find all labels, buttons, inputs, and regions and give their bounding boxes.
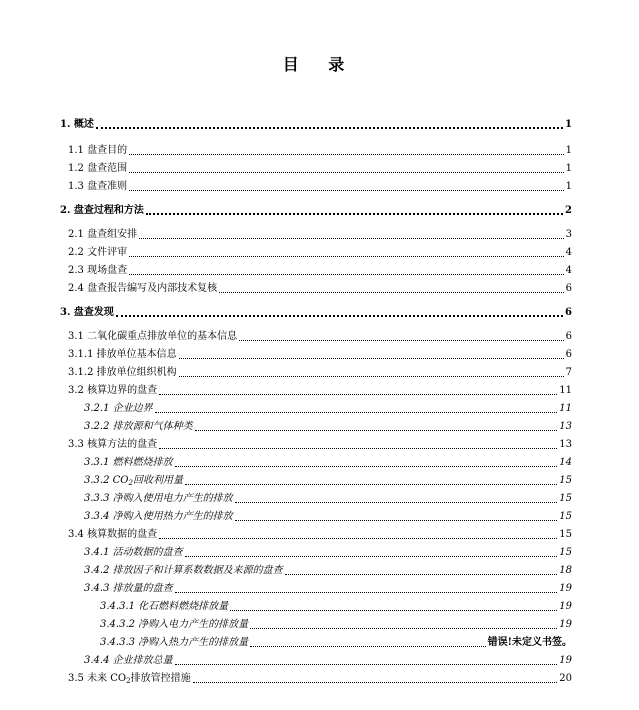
dot-leader [239, 340, 564, 341]
toc-entry-label-text: 3.5 未来 CO [68, 673, 127, 684]
toc-entry-label: 3.4.2 排放因子和计算系数数据及来源的盘查 [84, 565, 283, 576]
dot-leader [129, 190, 564, 191]
toc-entry[interactable] [84, 655, 572, 667]
dot-leader [159, 538, 557, 539]
toc-entry[interactable] [84, 421, 572, 433]
toc-entry[interactable] [68, 283, 572, 295]
toc-entry-page: 15 [559, 475, 572, 486]
dot-leader [193, 682, 558, 683]
dot-leader [175, 466, 558, 467]
dot-leader [155, 412, 558, 413]
toc-entry[interactable] [68, 439, 572, 451]
toc-entry-label: 3.3.3 净购入使用电力产生的排放 [84, 493, 233, 504]
toc-entry-label: 2. 盘查过程和方法 [60, 205, 144, 216]
toc-entry-label-text: 回收利用量 [132, 475, 183, 486]
dot-leader [179, 358, 564, 359]
toc-entry-page: 20 [559, 673, 572, 684]
toc-entry-label: 3.4.3.1 化石燃料燃烧排放量 [100, 601, 229, 612]
toc-entry[interactable] [68, 331, 572, 343]
toc-entry[interactable] [68, 229, 572, 241]
toc-entry-label [68, 673, 191, 685]
dot-leader [185, 484, 557, 485]
toc-entry-page: 11 [559, 403, 572, 414]
dot-leader [146, 213, 563, 215]
toc-entry-page: 18 [559, 565, 572, 576]
toc-entry-page: 15 [559, 511, 572, 522]
toc-entry-label: 1. 概述 [60, 119, 94, 130]
dot-leader [129, 256, 564, 257]
dot-leader [219, 292, 564, 293]
toc-entry-label-text: 3.3.2 CO [84, 475, 129, 486]
toc-entry-label: 3.4.3.3 净购入热力产生的排放量 [100, 637, 249, 648]
toc-entry-page: 13 [559, 421, 572, 432]
toc-entry-label: 3.3.1 燃料燃烧排放 [84, 457, 173, 468]
toc-entry[interactable] [84, 583, 572, 595]
toc-entry[interactable] [68, 349, 572, 361]
toc-entry-page: 19 [559, 583, 572, 594]
toc-entry[interactable] [84, 511, 572, 523]
toc-entry-page: 4 [565, 265, 572, 276]
toc-entry[interactable] [84, 475, 572, 487]
toc-entry-label: 2.4 盘查报告编写及内部技术复核 [68, 283, 218, 294]
toc-entry[interactable] [68, 265, 572, 277]
toc-entry-page: 7 [565, 367, 572, 378]
toc-entry[interactable] [84, 493, 572, 505]
toc-entry[interactable] [68, 529, 572, 541]
toc-entry-label: 2.1 盘查组安排 [68, 229, 138, 240]
toc-entry-label: 1.3 盘查准则 [68, 181, 128, 192]
toc-entry-label: 3.1.2 排放单位组织机构 [68, 367, 177, 378]
toc-entry-page: 3 [565, 229, 572, 240]
toc-entry-page: 1 [565, 145, 572, 156]
toc-entry-page: 1 [565, 181, 572, 192]
toc-entry-page: 6 [565, 307, 572, 318]
toc-entry-page: 6 [565, 283, 572, 294]
dot-leader [195, 430, 558, 431]
toc-entry-page: 13 [559, 439, 572, 450]
toc-entry-page: 19 [559, 619, 572, 630]
dot-leader [175, 664, 558, 665]
toc-entry[interactable] [100, 637, 572, 649]
toc-entry-page: 错误!未定义书签。 [487, 637, 572, 648]
toc-entry-label: 3.2.1 企业边界 [84, 403, 153, 414]
dot-leader [285, 574, 558, 575]
page-title: 目 录 [282, 55, 357, 74]
toc-entry[interactable] [100, 601, 572, 613]
toc-entry[interactable] [68, 385, 572, 397]
toc-entry[interactable] [60, 205, 572, 217]
toc-entry-label: 3.1 二氧化碳重点排放单位的基本信息 [68, 331, 238, 342]
toc-entry-label: 3.2 核算边界的盘查 [68, 385, 158, 396]
toc-entry-page: 1 [565, 119, 572, 130]
toc-entry[interactable] [84, 565, 572, 577]
toc-entry[interactable] [84, 457, 572, 469]
toc-entry-label: 3.2.2 排放源和气体种类 [84, 421, 193, 432]
toc-entry-page: 15 [559, 493, 572, 504]
toc-entry[interactable] [68, 145, 572, 157]
toc-entry-label: 3.3 核算方法的盘查 [68, 439, 158, 450]
toc-entry[interactable] [68, 181, 572, 193]
dot-leader [179, 376, 564, 377]
dot-leader [175, 592, 558, 593]
dot-leader [235, 520, 558, 521]
toc-entry-page: 6 [565, 331, 572, 342]
toc-entry-label: 2.3 现场盘查 [68, 265, 128, 276]
toc-entry-label: 1.1 盘查目的 [68, 145, 128, 156]
dot-leader [116, 315, 563, 317]
toc-entry-label: 3. 盘查发现 [60, 307, 114, 318]
toc-entry-page: 14 [559, 457, 572, 468]
toc-entry[interactable] [68, 673, 572, 685]
toc-entry-page: 2 [565, 205, 572, 216]
toc-entry-label: 3.4.3.2 净购入电力产生的排放量 [100, 619, 249, 630]
dot-leader [139, 238, 564, 239]
toc-entry-page: 15 [559, 529, 572, 540]
toc-entry-label: 2.2 文件评审 [68, 247, 128, 258]
dot-leader [129, 154, 564, 155]
toc-entry-label: 3.4.4 企业排放总量 [84, 655, 173, 666]
toc-entry[interactable] [60, 119, 572, 131]
dot-leader [159, 448, 557, 449]
toc-entry[interactable] [68, 163, 572, 175]
dot-leader [230, 610, 557, 611]
toc-entry-page: 19 [559, 655, 572, 666]
dot-leader [185, 556, 558, 557]
toc-entry-label: 3.4.1 活动数据的盘查 [84, 547, 183, 558]
toc-entry-page: 4 [565, 247, 572, 258]
dot-leader [129, 172, 564, 173]
toc-entry[interactable] [68, 367, 572, 379]
dot-leader [159, 394, 557, 395]
toc-entry-page: 6 [565, 349, 572, 360]
toc-entry-page: 1 [565, 163, 572, 174]
toc-entry-label [84, 475, 183, 487]
dot-leader [250, 628, 557, 629]
toc-entry-label: 1.2 盘查范围 [68, 163, 128, 174]
toc-entry-page: 11 [559, 385, 572, 396]
dot-leader [250, 646, 485, 647]
toc-entry-label: 3.3.4 净购入使用热力产生的排放 [84, 511, 233, 522]
toc-entry-label-text: 排放管控措施 [130, 673, 191, 684]
toc-entry[interactable] [100, 619, 572, 631]
dot-leader [129, 274, 564, 275]
toc-entry-page: 19 [559, 601, 572, 612]
toc-entry[interactable] [68, 247, 572, 259]
dot-leader [235, 502, 558, 503]
toc-entry[interactable] [84, 547, 572, 559]
toc-entry-label: 3.4.3 排放量的盘查 [84, 583, 173, 594]
subscript: 2 [126, 677, 131, 685]
dot-leader [96, 127, 563, 129]
toc-entry-label: 3.4 核算数据的盘查 [68, 529, 158, 540]
toc-entry-page: 15 [559, 547, 572, 558]
toc-entry[interactable] [60, 307, 572, 319]
toc-entry[interactable] [84, 403, 572, 415]
subscript: 2 [128, 479, 133, 487]
toc-entry-label: 3.1.1 排放单位基本信息 [68, 349, 177, 360]
